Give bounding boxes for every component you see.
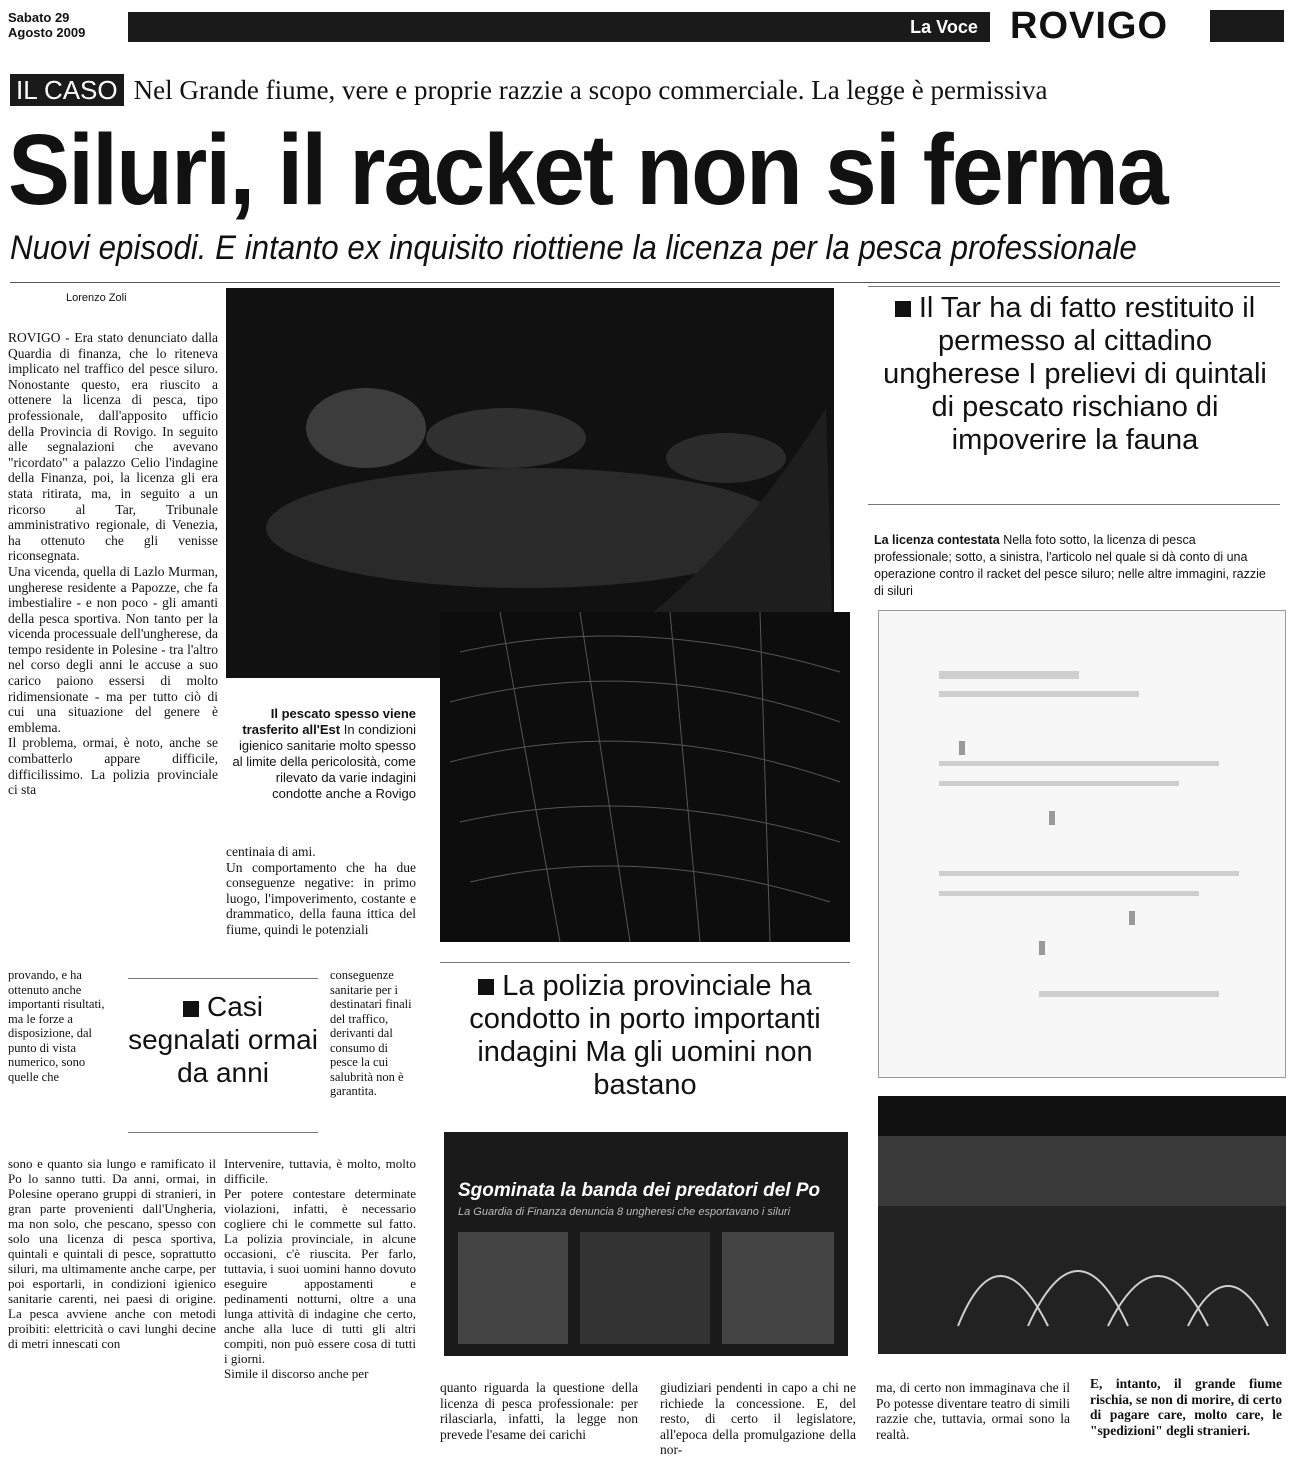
newspaper-name: La Voce [910, 17, 978, 37]
caption-title: La licenza contestata [874, 533, 1000, 547]
clipping-photo [580, 1232, 710, 1344]
column-1-bottom: sono e quanto sia lungo e ramificato il Po lo sanno tutti. Da anni, ormai, in Polesine operano gruppi di stranieri, in gran parte provenienti dall'Ungheria, ma non solo, che pescano, spesso con solo una licenza di pesca sportiva, quintali e quintali di pesce, soprattutto siluri, ma ultimamente anche carpe, per poi esportarli, in condizioni igienico sanitarie carenti, nei paesi di origine. La pesca avviene anche con metodi proibiti: elettricità o cavi lunghi decine di metri innescati con [8, 1156, 216, 1351]
byline: Lorenzo Zoli [66, 292, 127, 304]
pullquote-casi [128, 990, 318, 1089]
photo-newspaper-clipping [444, 1132, 848, 1356]
pullquote-rule-bottom [868, 504, 1280, 505]
photo-caption-pescato [226, 706, 416, 802]
pullquote-text: Casi segnalati ormai da anni [128, 991, 318, 1088]
photo-texture [440, 612, 850, 942]
photo-caption-licenza [874, 532, 1274, 600]
clipping-headline: Sgominata la banda dei predatori del Po [458, 1180, 821, 1201]
headline: Siluri, il racket non si ferma [8, 114, 1167, 226]
masthead-bar [128, 12, 990, 42]
column-3: quanto riguarda la questione della licenza di pesca professionale: per rilasciarla, infatti, la legge non prevede l'esame dei carichi [440, 1380, 638, 1442]
kicker-label: IL CASO [10, 74, 124, 106]
clipping-column [722, 1232, 834, 1344]
paragraph: Un comportamento che ha due conseguenze negative: in primo luogo, l'impoverimento, costante e drammatico, della fauna ittica del fiume, quindi le potenziali [226, 859, 416, 937]
caption-text: In condizioni igienico sanitarie molto spesso al limite della pericolosità, come rilevato da varie indagini condotte anche a Rovigo [232, 722, 416, 801]
column-5: ma, di certo non immaginava che il Po potesse diventare teatro di simili razzie che, tuttavia, ormai sono la realtà. [876, 1380, 1070, 1442]
header-rule [10, 282, 1280, 283]
pullquote-rule-top [440, 962, 850, 963]
pullquote-rule-bottom [128, 1132, 318, 1133]
caption-title: Il pescato spesso viene trasferito all'Est [242, 706, 416, 737]
issue-date-month: Agosto 2009 [8, 25, 86, 40]
photo-fishing-net [440, 612, 850, 942]
column-1-narrow: provando, e ha ottenuto anche importanti risultati, ma le forze a disposizione, dal punto di vista numerico, sono quelle che [8, 968, 105, 1084]
clipping-column [458, 1232, 568, 1344]
square-bullet-icon [183, 1001, 199, 1017]
kicker [10, 74, 1285, 110]
pullquote-text: La polizia provinciale ha condotto in porto importanti indagini Ma gli uomini non bastano [469, 970, 821, 1101]
pullquote-tar [870, 292, 1280, 457]
paragraph: ROVIGO - Era stato denunciato dalla Quardia di finanza, che lo riteneva implicato nel traffico del pesce siluro. Nonostante questo, era riuscito a ottenere la licenza di pesca, tipo professionale, dall'apposito ufficio della Provincia di Rovigo. In seguito alle segnalazioni che avevano "ricordato" a palazzo Celio l'indagine della Finanza, poi, la licenza gli era stata ritirata, ma, in seguito a un ricorso al Tar, Tribunale amministrativo regionale, di Venezia, ha ottenuto che gli venisse riconsegnata. [8, 330, 218, 564]
pullquote-polizia [440, 970, 850, 1102]
photo-fishing-license [878, 610, 1286, 1078]
column-6: E, intanto, il grande fiume rischia, se non di morire, di certo di pagare care, molto care, le "spedizioni" degli stranieri. [1090, 1376, 1282, 1438]
column-2-top [226, 844, 416, 938]
paragraph: Il problema, ormai, è noto, anche se combatterlo appare difficile, difficilissimo. La polizia provinciale ci sta [8, 735, 218, 798]
issue-date-day: Sabato 29 [8, 10, 70, 25]
kicker-text: Nel Grande fiume, vere e proprie razzie a scopo commerciale. La legge è permissiva [133, 75, 1048, 105]
section-name: ROVIGO [1010, 5, 1169, 47]
column-2-narrow: conseguenze sanitarie per i destinatari finali del traffico, derivanti dal consumo di pesce la cui salubrità non è garantita. [330, 968, 412, 1098]
column-4: giudiziari pendenti in capo a chi ne richiede la concessione. E, del resto, di certo il legislatore, all'epoca della promulgazione della nor- [660, 1380, 856, 1457]
paragraph: Simile il discorso anche per [224, 1366, 369, 1381]
issue-date [8, 10, 118, 40]
column-1-top [8, 330, 218, 798]
masthead-block [1210, 10, 1284, 42]
pullquote-rule-top [128, 978, 318, 979]
square-bullet-icon [478, 979, 494, 995]
license-texture [879, 611, 1285, 1077]
column-2-bottom [224, 1156, 416, 1381]
photo-river-po [878, 1096, 1286, 1354]
paragraph: Per potere contestare determinate violazioni, infatti, è necessario cogliere chi le commette sul fatto. La polizia provinciale, in alcune occasioni, c'è riuscita. Per farlo, tuttavia, i suoi uomini hanno dovuto eseguire appostamenti e pedinamenti notturni, oltre a una lunga attività di indagine che certo, anche alla luce di tutti gli altri compiti, non può essere cosa di tutti i giorni. [224, 1186, 416, 1366]
photo-texture [878, 1096, 1286, 1354]
square-bullet-icon [895, 301, 911, 317]
clipping-subline: La Guardia di Finanza denuncia 8 ungheresi che esportavano i siluri [458, 1206, 791, 1218]
pullquote-rule-top [868, 286, 1280, 287]
paragraph: centinaia di ami. [226, 844, 316, 859]
subheadline: Nuovi episodi. E intanto ex inquisito riottiene la licenza per la pesca professionale [10, 229, 1137, 267]
paragraph: Una vicenda, quella di Lazlo Murman, ungherese residente a Papozze, che fa imbestialire - e non poco - gli amanti della pesca sportiva. Non tanto per la vicenda processuale dell'ungherese, da tempo residente in Polesine - tra l'altro nel corso degli anni le accuse a suo carico paiono essersi di molto ridimensionate - ma per tutto ciò di cui una situazione del genere è emblema. [8, 563, 218, 735]
paragraph: Intervenire, tuttavia, è molto, molto difficile. [224, 1156, 416, 1186]
pullquote-text: Il Tar ha di fatto restituito il permesso al cittadino ungherese I prelievi di quintali di pescato rischiano di impoverire la fauna [883, 292, 1267, 456]
caption-text: Nella foto sotto, la licenza di pesca professionale; sotto, a sinistra, l'articolo nel quale si dà conto di una operazione contro il racket del pesce siluro; nelle altre immagini, razzie di siluri [874, 533, 1266, 598]
